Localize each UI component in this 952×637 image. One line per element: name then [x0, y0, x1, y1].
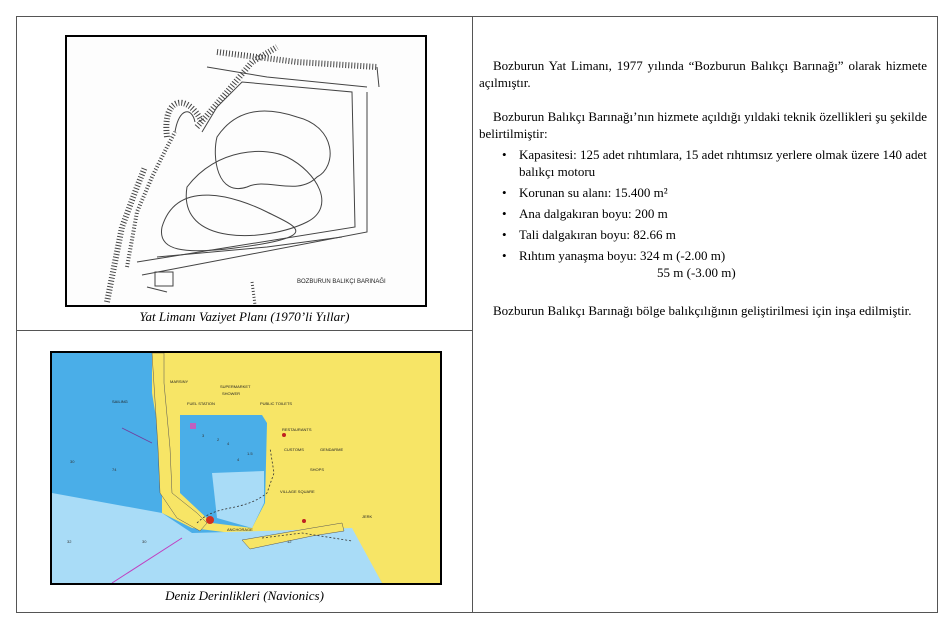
label-shops: SHOPS [310, 467, 325, 472]
label-customs: CUSTOMS [284, 447, 304, 452]
label-anchorage: ANCHORAGE [227, 527, 253, 532]
svg-text:3: 3 [202, 433, 205, 438]
chart-svg [52, 353, 440, 583]
harbor-plan-drawing [65, 35, 427, 307]
list-item [519, 247, 927, 281]
label-marsiny: MARSINY [170, 379, 189, 384]
svg-text:1.5: 1.5 [247, 451, 253, 456]
intro-paragraph: Bozburun Yat Limanı, 1977 yılında “Bozburun Balıkçı Barınağı” olarak hizmete açılmıştır. [479, 58, 927, 90]
label-supermarket: SUPERMARKET [220, 384, 251, 389]
label-shower: SHOWER [222, 391, 240, 396]
plan-title-label: BOZBURUN BALIKÇI BARINAĞI [297, 279, 386, 285]
label-gendarme: GENDARME [320, 447, 344, 452]
label-toilets: PUBLIC TOILETS [260, 401, 293, 406]
specs-list [479, 146, 927, 281]
list-item-extra: 55 m (-3.00 m) [657, 265, 736, 280]
row-divider [17, 330, 472, 331]
column-divider [472, 17, 473, 612]
closing-paragraph: Bozburun Balıkçı Barınağı bölge balıkçılığının geliştirilmesi için inşa edilmiştir. [493, 303, 912, 318]
navionics-depth-chart [50, 351, 442, 585]
svg-text:30: 30 [142, 539, 147, 544]
list-item-text: Rıhtım yanaşma boyu: 324 m (-2.00 m) [519, 248, 726, 263]
description-text [479, 57, 927, 336]
list-item: • Ana dalgakıran boyu: 200 m [519, 205, 927, 222]
svg-text:74: 74 [112, 467, 117, 472]
label-sailing: SAILING [112, 399, 128, 404]
svg-text:30: 30 [70, 459, 75, 464]
label-restaurants: RESTAURANTS [282, 427, 312, 432]
content-table [16, 16, 938, 613]
svg-text:12: 12 [287, 539, 292, 544]
label-fuel: FUEL STATION [187, 401, 215, 406]
svg-text:32: 32 [67, 539, 72, 544]
list-item: • Korunan su alanı: 15.400 m² [519, 184, 927, 201]
specs-intro-paragraph: Bozburun Balıkçı Barınağı’nın hizmete açıldığı yıldaki teknik özellikleri şu şekilde belirtilmiştir: [479, 109, 927, 141]
label-jerk: JERK [362, 514, 373, 519]
svg-text:4: 4 [227, 441, 230, 446]
plan-svg [67, 37, 425, 305]
list-item: • Tali dalgakıran boyu: 82.66 m [519, 226, 927, 243]
label-village: VILLAGE SQUARE [280, 489, 315, 494]
list-item: • Kapasitesi: 125 adet rıhtımlara, 15 adet rıhtımsız yerlere olmak üzere 140 adet balıkçı motoru [519, 146, 927, 180]
chart-caption: Deniz Derinlikleri (Navionics) [165, 588, 324, 603]
svg-text:2: 2 [217, 437, 220, 442]
svg-text:4: 4 [237, 457, 240, 462]
plan-caption: Yat Limanı Vaziyet Planı (1970’li Yıllar) [139, 309, 350, 324]
